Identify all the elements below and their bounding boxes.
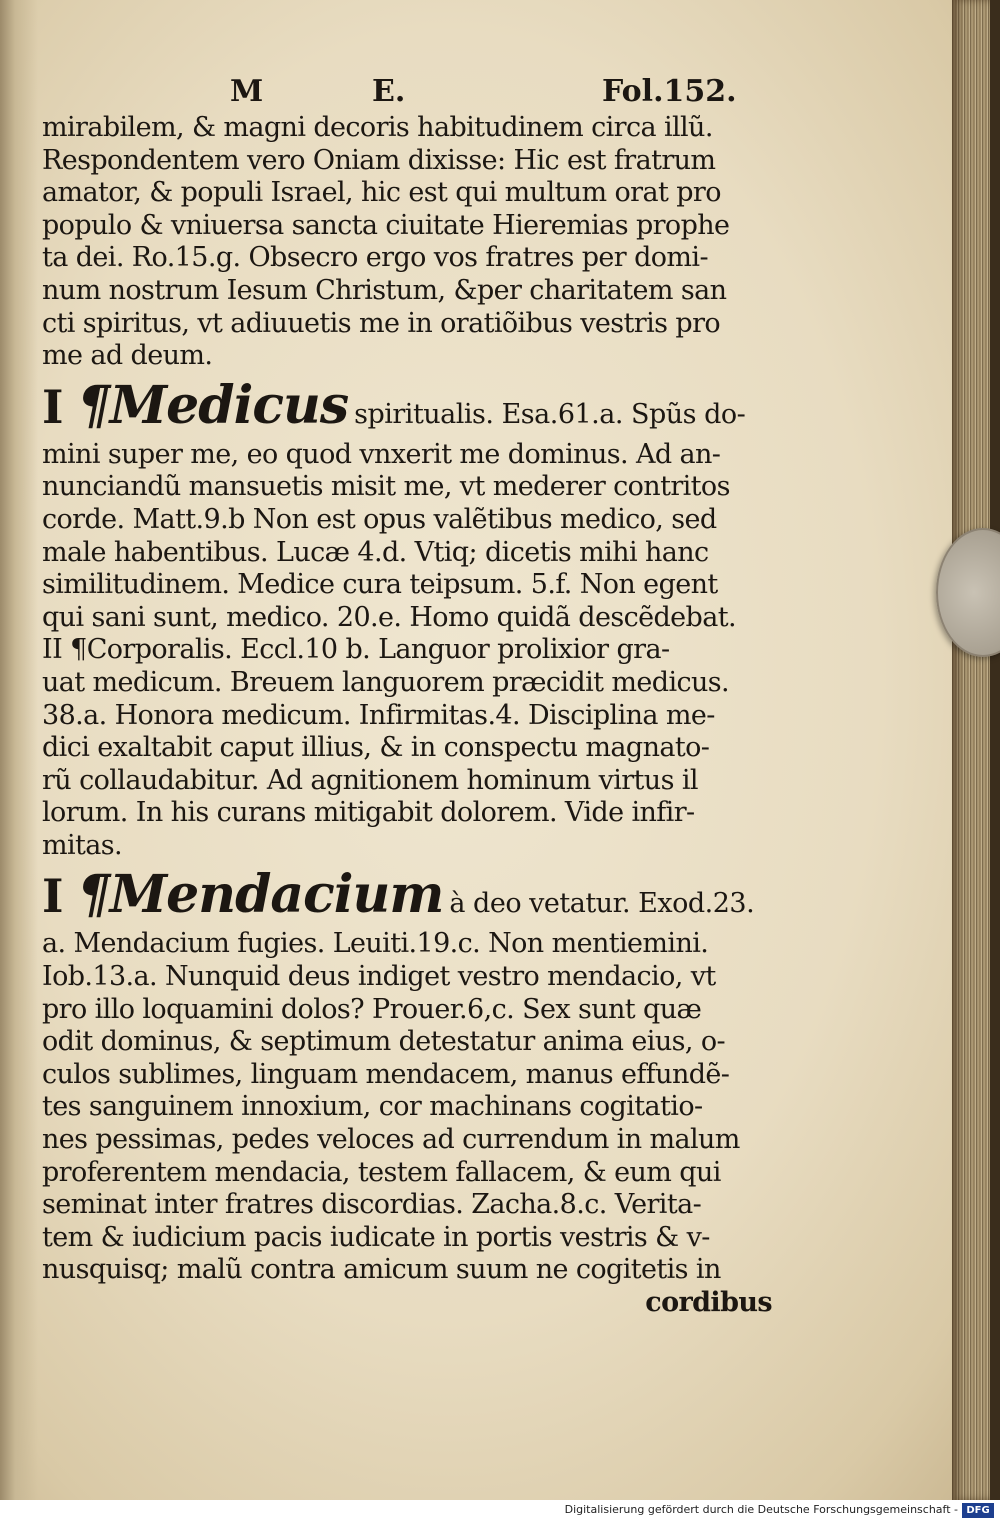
entry-text: à deo vetatur. Exod.23. [449, 888, 755, 920]
text-line: me ad deum. [42, 340, 213, 372]
entry-heading-medicus [42, 373, 772, 439]
text-line: a. Mendacium fugies. Leuiti.19.c. Non mentiemini. [42, 928, 709, 960]
entry-text: spiritualis. Esa.61.a. Spũs do- [354, 398, 746, 430]
entry-heading-mendacium [42, 862, 772, 928]
text-line: rũ collaudabitur. Ad agnitionem hominum virtus il [42, 764, 698, 796]
text-line: cti spiritus, vt adiuuetis me in oratiõibus vestris pro [42, 307, 721, 339]
header-center: E. [372, 74, 406, 109]
text-line: mini super me, eo quod vnxerit me dominus. Ad an- [42, 438, 721, 470]
text-line: qui sani sunt, medico. 20.e. Homo quidã descẽdebat. [42, 601, 736, 633]
entry-numeral: I [42, 869, 64, 924]
text-line: proferentem mendacia, testem fallacem, & eum qui [42, 1156, 721, 1188]
text-line: nusquisq; malũ contra amicum suum ne cogitetis in [42, 1254, 721, 1286]
text-line: seminat inter fratres discordias. Zacha.8.c. Verita- [42, 1189, 702, 1221]
text-line: Respondentem vero Oniam dixisse: Hic est fratrum [42, 144, 716, 176]
text-line: lorum. In his curans mitigabit dolorem. Vide infir- [42, 797, 695, 829]
text-line: num nostrum Iesum Christum, &per charitatem san [42, 274, 727, 306]
text-line: tes sanguinem innoxium, cor machinans cogitatio- [42, 1091, 703, 1123]
entry-headword: ¶Mendacium [77, 864, 444, 926]
book-page-edges [952, 0, 1000, 1500]
text-line: populo & vniuersa sancta ciuitate Hieremias prophe [42, 209, 730, 241]
text-line: uat medicum. Breuem languorem præcidit medicus. [42, 666, 730, 698]
text-line: pro illo loquamini dolos? Prouer.6,c. Sex sunt quæ [42, 993, 702, 1025]
text-line: nes pessimas, pedes veloces ad currendum in malum [42, 1124, 740, 1156]
folio-number: Fol.152. [602, 74, 737, 109]
opening-paragraph [42, 112, 772, 373]
text-line: Iob.13.a. Nunquid deus indiget vestro mendacio, vt [42, 961, 716, 993]
text-line: ta dei. Ro.15.g. Obsecro ergo vos fratres per domi- [42, 242, 708, 274]
text-line: nunciandũ mansuetis misit me, vt mederer contritos [42, 471, 730, 503]
text-line: mitas. [42, 829, 123, 861]
page-clip [936, 528, 1000, 657]
text-line: corde. Matt.9.b Non est opus valẽtibus medico, sed [42, 503, 717, 535]
text-line: similitudinem. Medice cura teipsum. 5.f. Non egent [42, 569, 718, 601]
entry-headword: ¶Medicus [77, 374, 349, 436]
catchword: cordibus [645, 1287, 772, 1318]
text-line: tem & iudicium pacis iudicate in portis vestris & v- [42, 1221, 710, 1253]
text-line: male habentibus. Lucæ 4.d. Vtiq; dicetis mihi hanc [42, 536, 709, 568]
footer-bar [0, 1500, 1000, 1522]
running-header [42, 74, 772, 112]
entry-numeral: I [42, 379, 64, 434]
text-line: amator, & populi Israel, hic est qui multum orat pro [42, 177, 721, 209]
text-line: II ¶Corporalis. Eccl.10 b. Languor prolixior gra- [42, 634, 670, 666]
medicus-paragraph [42, 439, 772, 863]
book-edge-dark [990, 0, 1000, 1500]
text-line: odit dominus, & septimum detestatur anima eius, o- [42, 1026, 726, 1058]
header-left: M [230, 74, 264, 109]
page-text [42, 74, 772, 1320]
gutter-shadow [0, 0, 38, 1500]
funding-credit: Digitalisierung gefördert durch die Deutsche Forschungsgemeinschaft - [564, 1503, 958, 1516]
text-line: mirabilem, & magni decoris habitudinem circa illũ. [42, 112, 713, 143]
text-line: culos sublimes, linguam mendacem, manus effundẽ- [42, 1058, 730, 1090]
mendacium-paragraph [42, 928, 772, 1319]
text-line: dici exaltabit caput illius, & in conspectu magnato- [42, 732, 710, 764]
dfg-logo: DFG [962, 1503, 994, 1518]
text-line: 38.a. Honora medicum. Infirmitas.4. Disciplina me- [42, 699, 715, 731]
